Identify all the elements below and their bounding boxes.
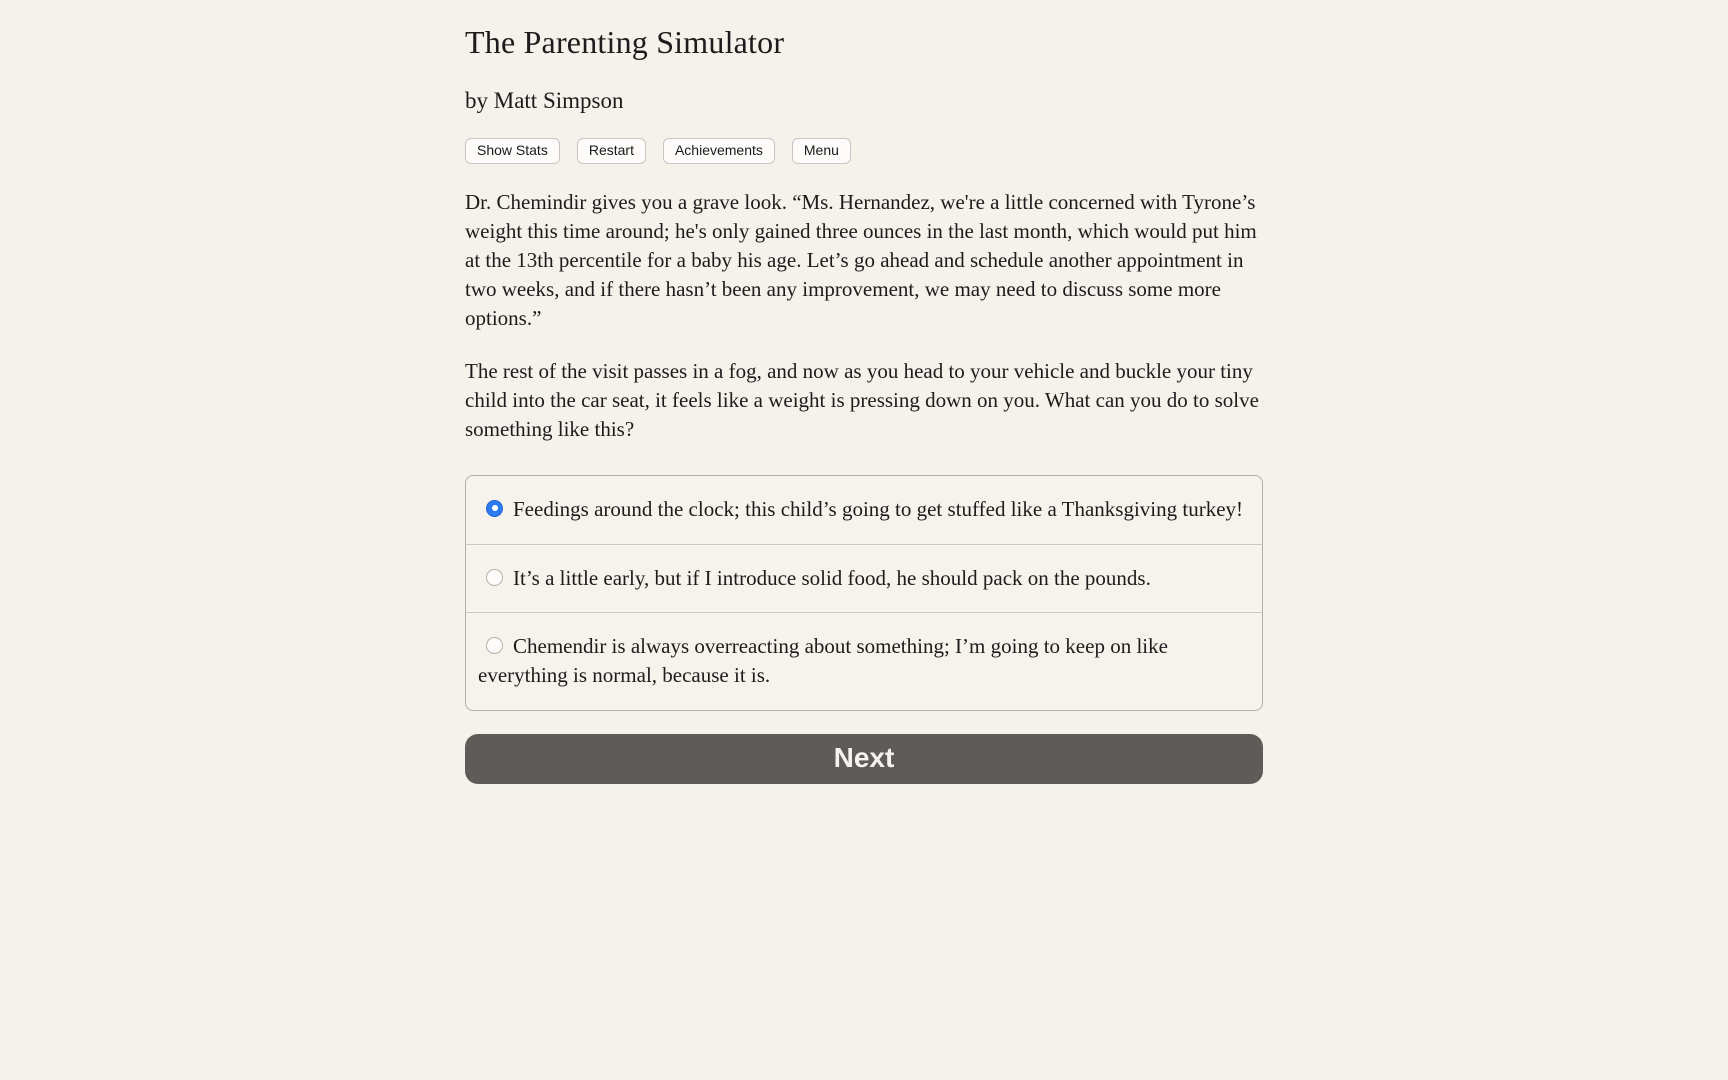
choice-option-2[interactable] <box>466 545 1262 614</box>
toolbar <box>465 138 1263 164</box>
story-paragraph-2: The rest of the visit passes in a fog, and now as you head to your vehicle and buckle your tiny child into the car seat, it feels like a weight is pressing down on you. What can you do to solve something like this? <box>465 358 1259 441</box>
story-paragraph-1: Dr. Chemindir gives you a grave look. “Ms. Hernandez, we're a little concerned with Tyrone’s weight this time around; he's only gained three ounces in the last month, which would put him at the 13th percentile for a baby his age. Let’s go ahead and schedule another appointment in two weeks, and if there hasn’t been any improvement, we may need to discuss some more options.” <box>465 189 1257 330</box>
radio-button-icon[interactable] <box>486 500 503 517</box>
show-stats-button[interactable]: Show Stats <box>465 138 560 164</box>
choice-option-3[interactable] <box>466 613 1262 710</box>
game-title: The Parenting Simulator <box>465 24 785 60</box>
achievements-button[interactable]: Achievements <box>663 138 775 164</box>
choice-option-1[interactable] <box>466 476 1262 545</box>
game-author: by Matt Simpson <box>465 88 624 113</box>
restart-button[interactable]: Restart <box>577 138 646 164</box>
choice-label: It’s a little early, but if I introduce solid food, he should pack on the pounds. <box>513 565 1151 590</box>
content-column <box>465 0 1263 784</box>
choice-label: Chemendir is always overreacting about something; I’m going to keep on like everything is normal, because it is. <box>478 634 1168 688</box>
radio-button-icon[interactable] <box>486 569 503 586</box>
next-button[interactable]: Next <box>465 734 1263 784</box>
menu-button[interactable]: Menu <box>792 138 851 164</box>
choice-list <box>465 475 1263 712</box>
radio-button-icon[interactable] <box>486 637 503 654</box>
choice-label: Feedings around the clock; this child’s going to get stuffed like a Thanksgiving turkey! <box>513 496 1244 521</box>
